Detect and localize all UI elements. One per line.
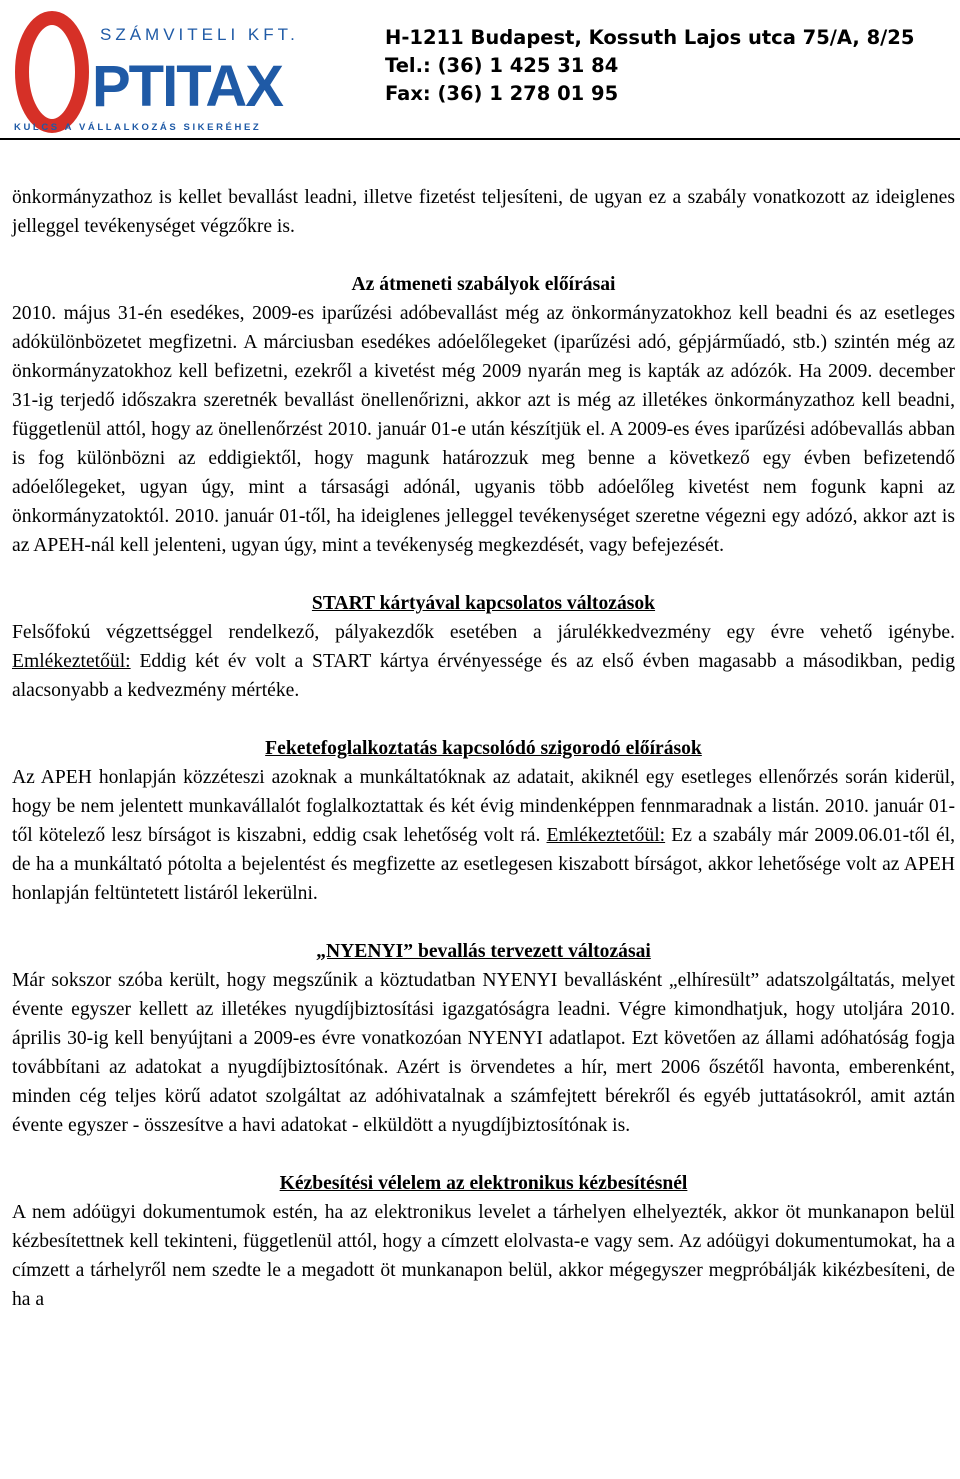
logo-company-text: SZÁMVITELI KFT. [100, 25, 299, 44]
document-body [12, 183, 955, 1314]
contact-block [385, 24, 914, 108]
company-fax: Fax: (36) 1 278 01 95 [385, 82, 619, 105]
section-paragraph-e-delivery: A nem adóügyi dokumentumok estén, ha az elektronikus levelet a tárhelyen elhelyezték, akkor öt munkanapon belül kézbesítettnek kell tekinteni, függetlenül attól, hogy a címzett elolvasta-e vagy sem. Az adóügyi dokumentumokat, ha a címzett a tárhelyről nem szedte le a megadott öt munkanapon belül, akkor mégegyszer megpróbálják kikézbesíteni, de ha a [12, 1202, 955, 1310]
section-title-start-card: START kártyával kapcsolatos változások [311, 593, 656, 614]
section-paragraph-nyenyi: Már sokszor szóba került, hogy megszűnik a köztudatban NYENYI bevallásként „elhíresült” adatszolgáltatás, melyet évente egyszer kellett az illetékes nyugdíjbiztosítási igazgatóságra leadni. Végre kimondhatjuk, hogy utoljára 2010. április 30-ig kell benyújtani a 2009-es évre vonatkozóan NYENYI adatlapot. Ezt követően az állami adóhatóság fogja továbbítani az adatokat a nyugdíjbiztosítónak. Azért is örvendetes a hír, mert 2006 őszétől havonta, emberenként, minden cég teljes körű adatot szolgáltat az adóhivatalnak a számfejtett bérekről és egyéb juttatásokról, amit aztán évente egyszer - összesítve a havi adatokat - elküldött a nyugdíjbiztosítónak is. [12, 970, 955, 1136]
start-card-text-b: Eddig két év volt a START kártya érvényessége és az első évben magasabb a másodikban, pedig alacsonyabb a kedvezmény mértéke. [12, 651, 955, 701]
company-address: H-1211 Budapest, Kossuth Lajos utca 75/A, 8/25 [385, 26, 915, 49]
svg-text:PTITAX: PTITAX [92, 54, 282, 119]
section-paragraph-transition-rules: 2010. május 31-én esedékes, 2009-es iparűzési adóbevallást még az önkormányzatokhoz kell beadni és az esetleges adókülönbözetet megfizetni. A márciusban esedékes adóelőlegeket (iparűzési adó, gépjárműadó, stb.) szintén még az önkormányzatokhoz kell befizetni, ezekről a kivetést még 2009 nyarán meg is kapták az adózók. Ha 2009. december 31-ig terjedő időszakra szeretnék bevallást önellenőrizni, akkor azt is még az illetékes önkormányzathoz kell beadni, függetlenül attól, hogy az önellenőrzést 2010. január 01-e után készítjük el. A 2009-es éves iparűzési adóbevallás abban is fog különbözni az eddigiektől, hogy magunk határozzuk meg benne a következő egy évben befizetendő adóelőlegeket, ugyan úgy, mint a társasági adónál, ugyanis több adóelőleg kivetést nem fogunk kapni az önkormányzatoktól. 2010. január 01-től, ha ideiglenes jelleggel tevékenységet szeretne végezni egy adózó, akkor azt is az APEH-nál kell jelenteni, ugyan úgy, mint a tevékenység megkezdését, vagy befejezését. [12, 303, 955, 556]
reminder-label: Emlékeztetőül: [12, 651, 131, 672]
illegal-employment-text-a: Az APEH honlapján közzéteszi azoknak a munkáltatóknak az adatait, akiknél egy esetleges ellenőrzés során kiderül, hogy be nem jelentett munkavállalót foglalkoztattak és két évig mindenképpen fennmaradnak a listán. 2010. január 01-től kötelező lesz bírságot is kiszabni, eddig csak lehetőség volt rá. [12, 767, 955, 846]
section-title-e-delivery: Kézbesítési vélelem az elektronikus kézbesítésnél [279, 1173, 688, 1194]
logo-slogan: KULCS A VÁLLALKOZÁS SIKERÉHEZ [14, 122, 262, 133]
intro-paragraph: önkormányzathoz is kellet bevallást leadni, illetve fizetést teljesíteni, de ugyan ez a szabály vonatkozott az ideiglenes jelleggel tevékenységet végzőkre is. [12, 187, 955, 237]
section-paragraph-start-card [12, 618, 955, 705]
company-phone: Tel.: (36) 1 425 31 84 [385, 54, 619, 77]
section-paragraph-illegal-employment [12, 763, 955, 908]
letterhead [0, 0, 960, 140]
section-title-nyenyi: „NYENYI” bevallás tervezett változásai [316, 941, 651, 962]
illegal-employment-text-b: Ez a szabály már 2009.06.01-től él, de ha a munkáltató pótolta a bejelentést és megfizette az esetlegesen kiszabott bírságot, akkor lehetősége volt az APEH honlapján feltüntetett listáról lekerülni. [12, 825, 956, 904]
start-card-text-a: Felsőfokú végzettséggel rendelkező, pályakezdők esetében a járulékkedvezmény egy évre vehető igénybe. [12, 622, 955, 643]
section-title-illegal-employment: Feketefoglalkoztatás kapcsolódó szigorodó előírások [265, 738, 702, 759]
header-divider [0, 138, 960, 140]
section-title-transition-rules: Az átmeneti szabályok előírásai [351, 274, 616, 295]
optitax-logo [8, 6, 308, 134]
reminder-label: Emlékeztetőül: [546, 825, 666, 846]
